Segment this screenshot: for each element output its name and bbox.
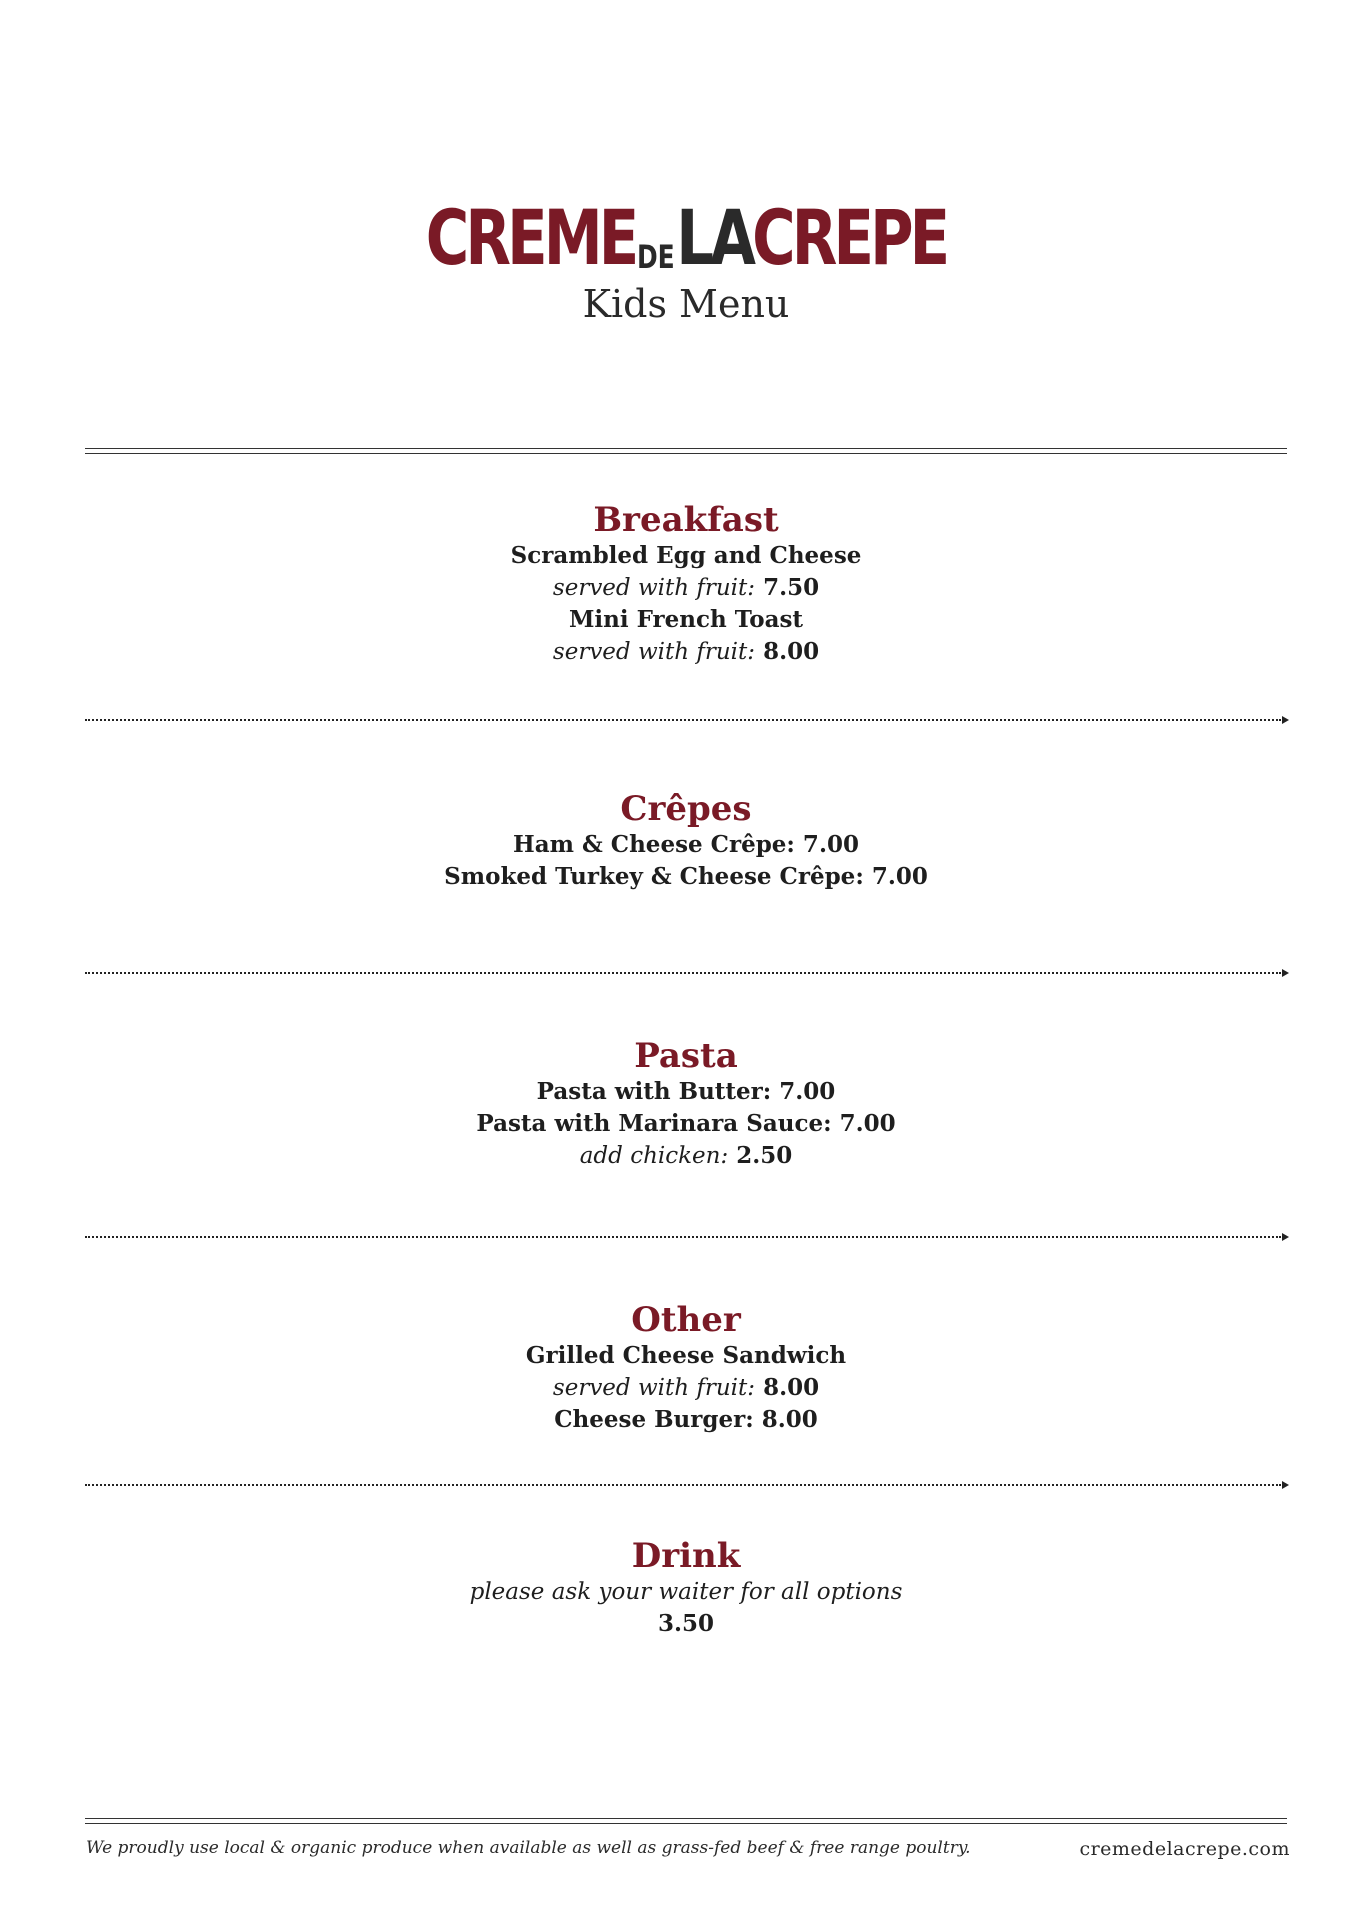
arrow-icon	[1282, 969, 1289, 977]
section-pasta	[0, 1036, 1372, 1172]
menu-item: Smoked Turkey & Cheese Crêpe: 7.00	[444, 863, 928, 890]
section-title: Breakfast	[593, 500, 779, 540]
section-drink	[0, 1536, 1372, 1640]
section-title: Crêpes	[620, 789, 752, 829]
menu-subtitle: Kids Menu	[582, 282, 790, 326]
section-title: Other	[631, 1300, 741, 1340]
menu-item: Scrambled Egg and Cheese	[510, 542, 862, 569]
section-divider	[85, 1484, 1281, 1486]
footer-divider	[85, 1818, 1287, 1824]
section-crepes	[0, 789, 1372, 893]
menu-item: Ham & Cheese Crêpe: 7.00	[513, 831, 859, 858]
menu-item-detail: served with fruit: 8.00	[552, 1374, 820, 1401]
brand-logo	[151, 193, 1221, 282]
menu-item: Grilled Cheese Sandwich	[525, 1342, 847, 1369]
menu-item-detail: add chicken: 2.50	[579, 1142, 793, 1169]
header-divider	[85, 448, 1287, 454]
section-breakfast	[0, 500, 1372, 668]
section-divider	[85, 719, 1281, 721]
footer-website: cremedelacrepe.com	[1079, 1838, 1290, 1860]
arrow-icon	[1282, 1233, 1289, 1241]
section-title: Pasta	[634, 1036, 738, 1076]
logo-de: DE	[636, 238, 675, 276]
footer-note: We proudly use local & organic produce when available as well as grass-fed beef & free range poultry.	[86, 1838, 971, 1858]
menu-item-detail: served with fruit: 8.00	[552, 638, 820, 665]
logo-creme: CREME	[425, 193, 636, 282]
section-divider	[85, 1236, 1281, 1238]
logo-crepe: CREPE	[752, 193, 947, 282]
section-divider	[85, 972, 1281, 974]
arrow-icon	[1282, 1481, 1289, 1489]
section-other	[0, 1300, 1372, 1436]
menu-item-detail: served with fruit: 7.50	[552, 574, 820, 601]
menu-item: Mini French Toast	[568, 606, 804, 633]
menu-item: Pasta with Butter: 7.00	[536, 1078, 836, 1105]
menu-item: Pasta with Marinara Sauce: 7.00	[476, 1110, 896, 1137]
menu-item: 3.50	[657, 1610, 715, 1637]
menu-item: Cheese Burger: 8.00	[554, 1406, 818, 1433]
section-title: Drink	[631, 1536, 741, 1576]
arrow-icon	[1282, 716, 1289, 724]
menu-item-detail: please ask your waiter for all options	[469, 1579, 903, 1605]
logo-la: LA	[676, 193, 753, 282]
